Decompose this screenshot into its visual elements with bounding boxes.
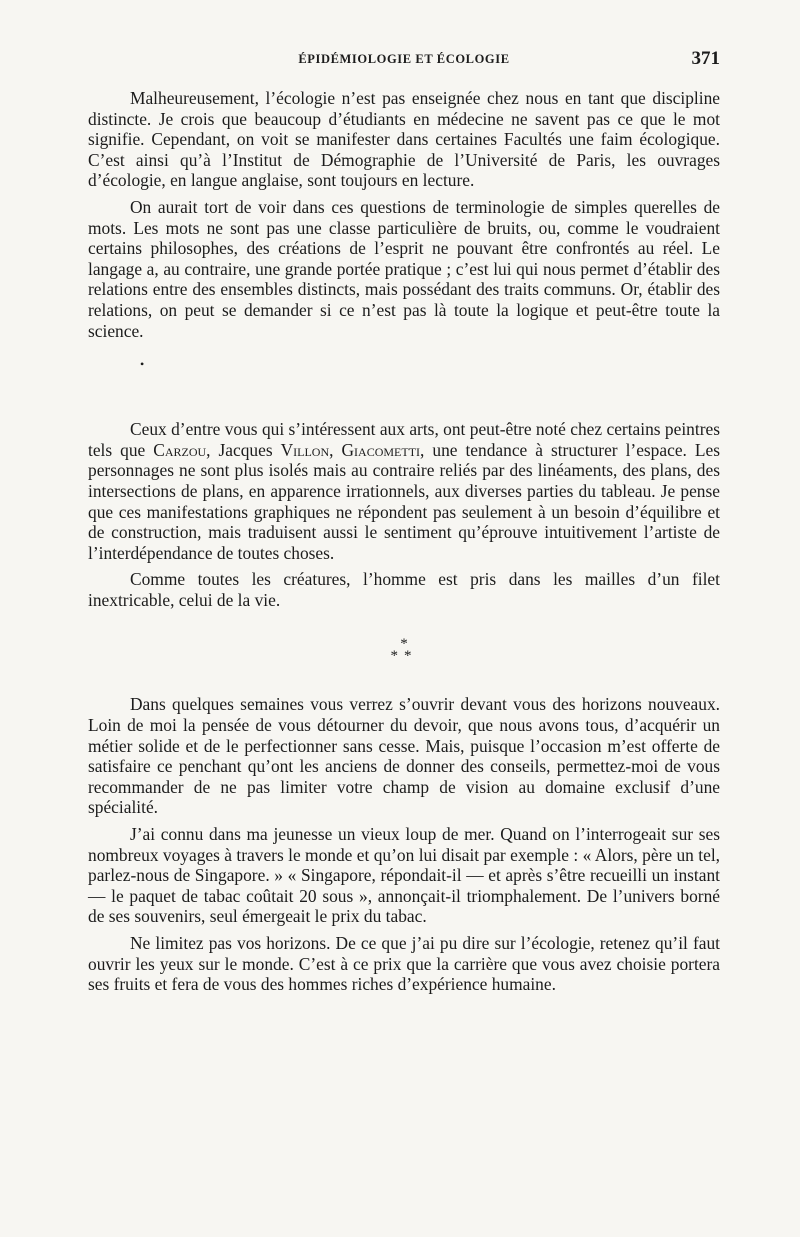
dot-mark: •	[140, 357, 145, 372]
paragraph-sea-wolf: J’ai connu dans ma jeunesse un vieux loup de mer. Quand on l’interrogeait sur ses nombreux voyages à travers le monde et qu’on lui disait par exemple : « Alors, père un tel, parlez-nous de Singapore. » « Singapore, répondait-il — et après s’être recueilli un instant — le paquet de tabac coûtait 20 sous », annonçait-il triomphalement. De l’univers borné de ses souvenirs, seul émergeait le prix du tabac.	[88, 824, 720, 927]
paragraph-new-horizons: Dans quelques semaines vous verrez s’ouvrir devant vous des horizons nouveaux. Loin de moi la pensée de vous détourner du devoir, que nous avons tous, d’acquérir un métier solide et de le perfectionner sans cesse. Mais, puisque l’occasion m’est offerte de satisfaire ce penchant qu’ont les anciens de donner des conseils, permettez-moi de vous recommander de ne pas limiter votre champ de vision au domaine exclusif d’une spécialité.	[88, 694, 720, 818]
page-header	[88, 48, 720, 74]
page-number: 371	[691, 48, 720, 69]
painter-name-giacometti: Giacometti	[341, 439, 421, 460]
painter-name-carzou: Carzou	[153, 439, 207, 460]
paragraph-arts	[88, 419, 720, 563]
running-head: ÉPIDÉMIOLOGIE ET ÉCOLOGIE	[298, 52, 510, 66]
paragraph-terminology: On aurait tort de voir dans ces questions de terminologie de simples querelles de mots. Les mots ne sont pas une classe particulière de bruits, ou, comme le voudraient certains philosophes, des créations de l’esprit ne pouvant être confrontés au réel. Le langage a, au contraire, une grande portée pratique ; c’est lui qui nous permet d’établir des relations entre des ensembles distincts, mais possédant des traits communs. Or, établir des relations, on peut se demander si ce n’est pas là toute la logique et peut-être toute la science.	[88, 196, 720, 341]
arts-text-b: , Jacques	[206, 439, 281, 460]
painter-name-villon: Villon	[280, 439, 330, 460]
arts-text-d: , une tendance à structurer l’espace. Les personnages ne sont plus isolés mais au contraire reliés par des linéaments, des plans, des intersections de plans, en apparence irrationnels, aux diverses parties du tableau. Je pense que ces manifestations graphiques ne répondent pas seulement à un besoin d’équilibre et de construction, mais traduisent aussi le sentiment qu’éprouve intuitivement l’artiste de l’interdépendance de toutes choses.	[88, 439, 720, 563]
arts-text-a: Ceux d’entre vous qui s’intéressent aux arts, ont peut-être noté chez certains peintres tels que	[88, 419, 720, 460]
book-page	[88, 48, 720, 1001]
arts-text-c: ,	[329, 439, 342, 460]
paragraph-conclusion: Ne limitez pas vos horizons. De ce que j’ai pu dire sur l’écologie, retenez qu’il faut ouvrir les yeux sur le monde. C’est à ce prix que la carrière que vous avez choisie portera ses fruits et fera de vous des hommes riches d’expérience humaine.	[88, 933, 720, 995]
section-break-dot	[88, 347, 720, 419]
paragraph-web-of-life: Comme toutes les créatures, l’homme est pris dans les mailles d’un filet inextricable, celui de la vie.	[88, 569, 720, 610]
asterism-top: *	[400, 636, 408, 653]
asterism-bottom: **	[390, 648, 418, 665]
asterism-separator	[88, 616, 720, 694]
paragraph-ecology-teaching: Malheureusement, l’écologie n’est pas enseignée chez nous en tant que discipline distincte. Je crois que beaucoup d’étudiants en médecine ne savent pas ce que le mot signifie. Cependant, on voit se manifester dans certaines Facultés une faim écologique. C’est ainsi qu’à l’Institut de Démographie de l’Université de Paris, les ouvrages d’écologie, en langue anglaise, sont toujours en lecture.	[88, 88, 720, 191]
